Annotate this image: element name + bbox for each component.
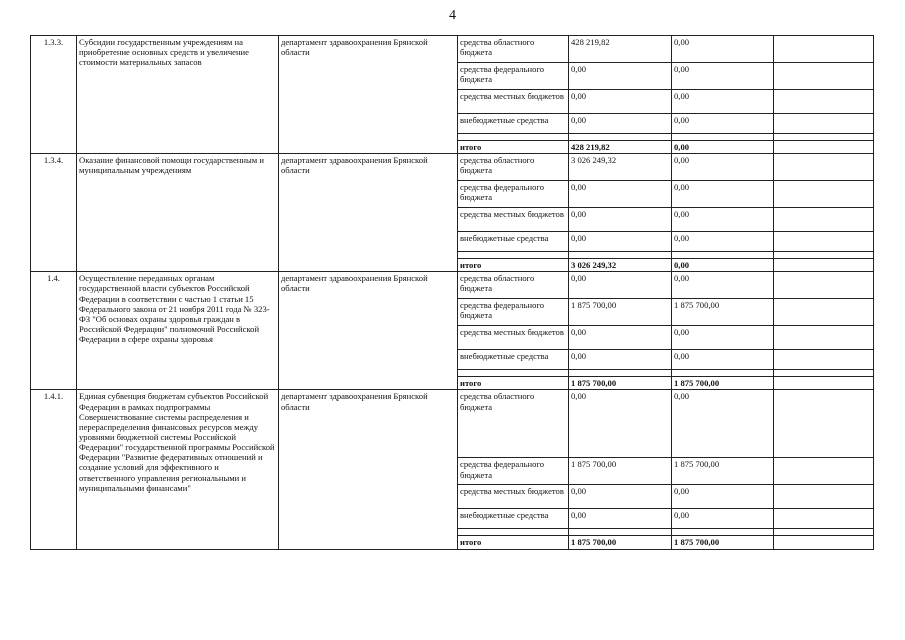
total-value-1: 1 875 700,00 bbox=[569, 536, 672, 549]
source-value-2: 0,00 bbox=[672, 326, 774, 350]
item-executor: департамент здравоохранения Брянской области bbox=[279, 272, 458, 390]
empty-cell bbox=[569, 252, 672, 259]
empty-cell bbox=[774, 134, 874, 141]
source-value-2: 0,00 bbox=[672, 63, 774, 90]
empty-cell bbox=[672, 134, 774, 141]
source-value-1: 0,00 bbox=[569, 90, 672, 114]
source-value-1: 3 026 249,32 bbox=[569, 154, 672, 181]
empty-cell bbox=[774, 377, 874, 390]
source-label: средства федерального бюджета bbox=[458, 299, 569, 326]
empty-cell bbox=[774, 90, 874, 114]
source-value-2: 0,00 bbox=[672, 390, 774, 458]
item-name: Осуществление переданных органам государственной власти субъектов Российской Федерации в соответствии с частью 1 статьи 15 Федерального закона от 21 ноября 2011 года № 323-ФЗ "Об основах охраны здоровья граждан в Российской Федерации" полномочий Российской Федерации в сфере охраны здоровья bbox=[77, 272, 279, 390]
source-value-1: 0,00 bbox=[569, 181, 672, 208]
source-value-2: 0,00 bbox=[672, 181, 774, 208]
source-value-1: 0,00 bbox=[569, 390, 672, 458]
total-value-2: 1 875 700,00 bbox=[672, 377, 774, 390]
source-label: средства местных бюджетов bbox=[458, 485, 569, 509]
total-label: итого bbox=[458, 259, 569, 272]
source-value-2: 0,00 bbox=[672, 232, 774, 252]
source-label: средства федерального бюджета bbox=[458, 458, 569, 485]
table-row bbox=[31, 154, 874, 181]
source-value-1: 0,00 bbox=[569, 509, 672, 529]
source-value-1: 1 875 700,00 bbox=[569, 458, 672, 485]
empty-cell bbox=[774, 63, 874, 90]
source-label: средства местных бюджетов bbox=[458, 90, 569, 114]
empty-cell bbox=[774, 390, 874, 458]
empty-cell bbox=[458, 134, 569, 141]
empty-cell bbox=[774, 114, 874, 134]
source-value-1: 0,00 bbox=[569, 114, 672, 134]
source-value-1: 0,00 bbox=[569, 63, 672, 90]
source-value-2: 0,00 bbox=[672, 154, 774, 181]
source-label: внебюджетные средства bbox=[458, 232, 569, 252]
item-number: 1.4. bbox=[31, 272, 77, 390]
empty-cell bbox=[774, 141, 874, 154]
empty-cell bbox=[672, 370, 774, 377]
source-value-2: 0,00 bbox=[672, 90, 774, 114]
source-label: внебюджетные средства bbox=[458, 114, 569, 134]
total-label: итого bbox=[458, 536, 569, 549]
page-number: 4 bbox=[449, 8, 456, 23]
source-label: средства областного бюджета bbox=[458, 390, 569, 458]
total-value-2: 1 875 700,00 bbox=[672, 536, 774, 549]
empty-cell bbox=[672, 252, 774, 259]
total-value-2: 0,00 bbox=[672, 259, 774, 272]
empty-cell bbox=[774, 485, 874, 509]
item-executor: департамент здравоохранения Брянской области bbox=[279, 36, 458, 154]
total-label: итого bbox=[458, 377, 569, 390]
source-value-2: 0,00 bbox=[672, 36, 774, 63]
empty-cell bbox=[774, 370, 874, 377]
total-value-1: 428 219,82 bbox=[569, 141, 672, 154]
source-label: средства федерального бюджета bbox=[458, 63, 569, 90]
empty-cell bbox=[774, 529, 874, 536]
empty-cell bbox=[774, 536, 874, 549]
empty-cell bbox=[774, 299, 874, 326]
empty-cell bbox=[569, 370, 672, 377]
empty-cell bbox=[774, 181, 874, 208]
source-label: средства местных бюджетов bbox=[458, 208, 569, 232]
item-number: 1.3.4. bbox=[31, 154, 77, 272]
item-executor: департамент здравоохранения Брянской области bbox=[279, 390, 458, 549]
empty-cell bbox=[774, 350, 874, 370]
total-value-1: 1 875 700,00 bbox=[569, 377, 672, 390]
table-row bbox=[31, 272, 874, 299]
empty-cell bbox=[458, 252, 569, 259]
item-name: Оказание финансовой помощи государственным и муниципальным учреждениям bbox=[77, 154, 279, 272]
empty-cell bbox=[774, 232, 874, 252]
source-value-1: 1 875 700,00 bbox=[569, 299, 672, 326]
source-label: средства федерального бюджета bbox=[458, 181, 569, 208]
total-label: итого bbox=[458, 141, 569, 154]
empty-cell bbox=[774, 326, 874, 350]
table-row bbox=[31, 390, 874, 458]
source-label: средства областного бюджета bbox=[458, 154, 569, 181]
table-row bbox=[31, 36, 874, 63]
total-value-2: 0,00 bbox=[672, 141, 774, 154]
budget-table bbox=[30, 35, 874, 550]
item-number: 1.4.1. bbox=[31, 390, 77, 549]
source-label: внебюджетные средства bbox=[458, 509, 569, 529]
source-value-1: 0,00 bbox=[569, 208, 672, 232]
item-executor: департамент здравоохранения Брянской области bbox=[279, 154, 458, 272]
source-value-1: 0,00 bbox=[569, 485, 672, 509]
source-value-1: 428 219,82 bbox=[569, 36, 672, 63]
source-label: средства областного бюджета bbox=[458, 272, 569, 299]
source-value-2: 0,00 bbox=[672, 208, 774, 232]
empty-cell bbox=[774, 252, 874, 259]
empty-cell bbox=[458, 529, 569, 536]
item-name: Субсидии государственным учреждениям на приобретение основных средств и увеличение стоимости материальных запасов bbox=[77, 36, 279, 154]
item-number: 1.3.3. bbox=[31, 36, 77, 154]
empty-cell bbox=[774, 509, 874, 529]
source-value-2: 0,00 bbox=[672, 485, 774, 509]
empty-cell bbox=[672, 529, 774, 536]
empty-cell bbox=[774, 208, 874, 232]
source-label: средства местных бюджетов bbox=[458, 326, 569, 350]
empty-cell bbox=[774, 154, 874, 181]
source-value-1: 0,00 bbox=[569, 232, 672, 252]
source-value-2: 0,00 bbox=[672, 272, 774, 299]
empty-cell bbox=[774, 36, 874, 63]
source-value-2: 0,00 bbox=[672, 350, 774, 370]
total-value-1: 3 026 249,32 bbox=[569, 259, 672, 272]
source-value-1: 0,00 bbox=[569, 350, 672, 370]
empty-cell bbox=[569, 529, 672, 536]
empty-cell bbox=[774, 259, 874, 272]
source-value-1: 0,00 bbox=[569, 326, 672, 350]
empty-cell bbox=[569, 134, 672, 141]
source-label: внебюджетные средства bbox=[458, 350, 569, 370]
source-value-1: 0,00 bbox=[569, 272, 672, 299]
item-name: Единая субвенция бюджетам субъектов Российской Федерации в рамках подпрограммы Совершенствование системы распределения и перераспределения финансовых ресурсов между уровнями бюджетной системы Российской Федерации" государственной программы Российской Федерации "Развитие федеративных отношений и создание условий для эффективного и ответственного управления региональными и муниципальными финансами" bbox=[77, 390, 279, 549]
source-value-2: 0,00 bbox=[672, 114, 774, 134]
source-label: средства областного бюджета bbox=[458, 36, 569, 63]
empty-cell bbox=[458, 370, 569, 377]
source-value-2: 0,00 bbox=[672, 509, 774, 529]
empty-cell bbox=[774, 272, 874, 299]
source-value-2: 1 875 700,00 bbox=[672, 299, 774, 326]
source-value-2: 1 875 700,00 bbox=[672, 458, 774, 485]
empty-cell bbox=[774, 458, 874, 485]
